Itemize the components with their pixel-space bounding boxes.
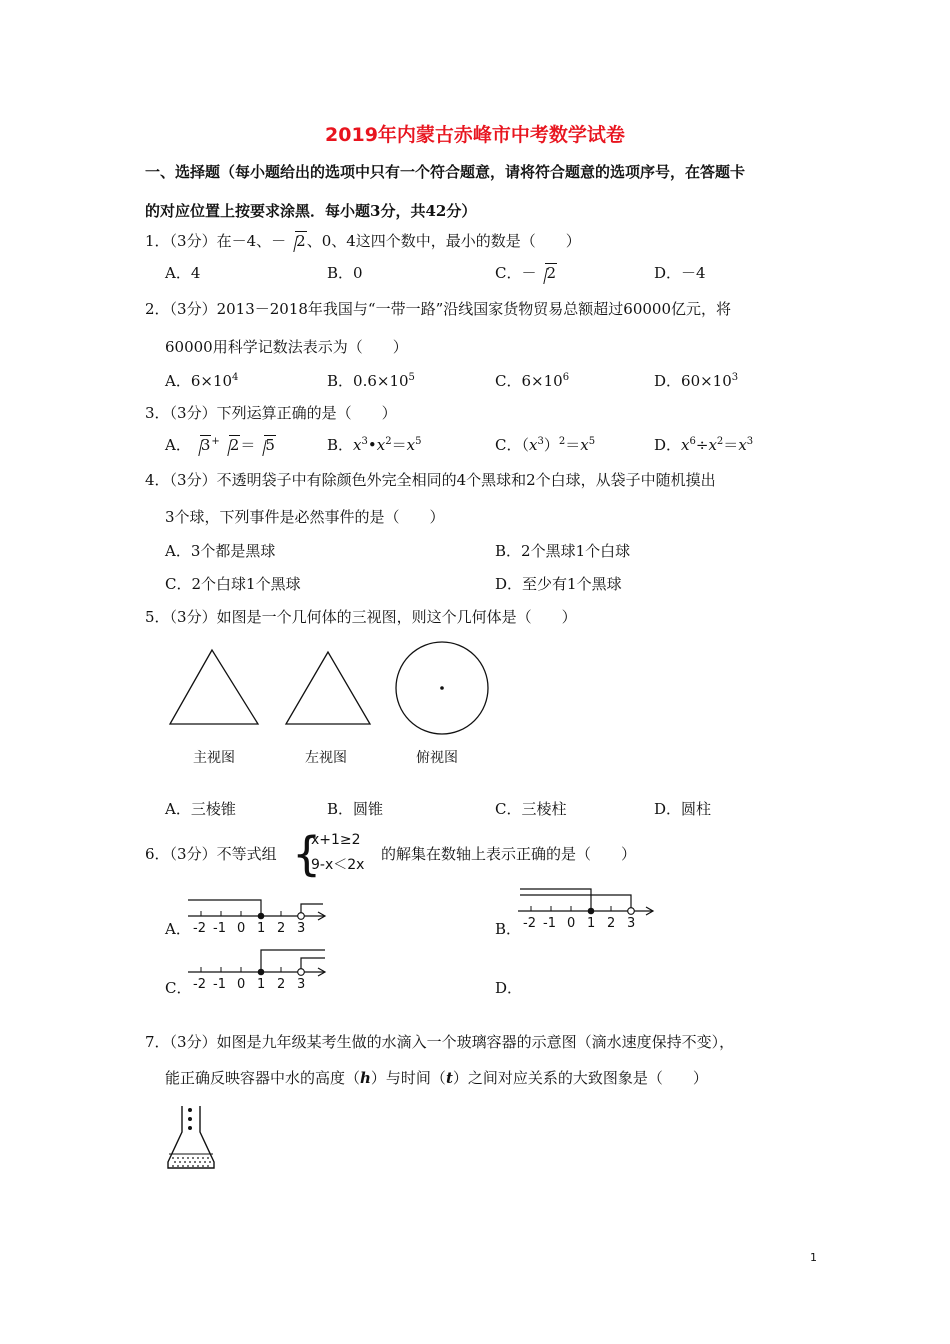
q5-option-a[interactable]: A．三棱锥 [165,800,236,818]
question-7-line2: 能正确反映容器中水的高度（h）与时间（t）之间对应关系的大致图象是（ ） [165,1069,708,1087]
q4-option-c[interactable]: C．2个白球1个黑球 [165,575,301,593]
q2-option-b[interactable]: B．$0.6\times 10^5$ [327,372,415,390]
question-4-line1: 4．（3分）不透明袋子中有除颜色外完全相同的4个黑球和2个白球，从袋子中随机摸出 [145,471,716,489]
q1-option-c[interactable]: C．－ 2 [495,264,557,282]
q2-option-a[interactable]: A．$6\times 10^4$ [165,372,239,390]
water-drop [188,1108,192,1112]
q5-option-b[interactable]: B．圆锥 [327,800,384,818]
question-6-post: 的解集在数轴上表示正确的是（ ） [381,845,637,863]
q1-option-a[interactable]: A．4 [165,264,201,282]
three-views-figure [160,640,510,740]
side-view-label: 左视图 [305,750,347,766]
top-view-center-dot [440,686,444,690]
question-6-pre: 6．（3分）不等式组 [145,845,277,863]
question-7-line1: 7．（3分）如图是九年级某考生做的水滴入一个玻璃容器的示意图（滴水速度保持不变）， [145,1033,735,1051]
inequality-2: 9-x＜2x [311,857,365,873]
water-drop [188,1126,192,1130]
q4-option-d[interactable]: D．至少有1个黑球 [495,575,622,593]
question-2-line1: 2．（3分）2013－2018年我国与“一带一路”沿线国家货物贸易总额超过60000亿元，将 [145,300,731,318]
question-4-line2: 3个球，下列事件是必然事件的是（ ） [165,508,445,526]
sqrt-symbol: 2 [536,266,557,281]
page-number: 1 [810,1251,817,1264]
q5-option-c[interactable]: C．三棱柱 [495,800,567,818]
page-title: 2019年内蒙古赤峰市中考数学试卷 [325,124,625,146]
q1-option-d[interactable]: D．－4 [654,264,706,282]
sqrt-symbol: 5 [255,438,276,453]
system-brace: { [292,827,322,881]
water-drop [188,1117,192,1121]
front-view-label: 主视图 [193,750,235,766]
q1-option-b[interactable]: B．0 [327,264,363,282]
q6-option-d-label[interactable]: D． [495,979,523,997]
front-view-triangle [170,650,258,724]
question-2-line2: 60000用科学记数法表示为（ ） [165,338,408,356]
sqrt-symbol: 3 [191,438,212,453]
question-1-stem: 1．（3分）在－4、－ 2、0、4这四个数中，最小的数是（ ） [145,232,581,250]
question-3-stem: 3．（3分）下列运算正确的是（ ） [145,404,397,422]
section-header-line2: 的对应位置上按要求涂黑．每小题3分，共42分） [145,202,477,220]
q4-option-b[interactable]: B．2个黑球1个白球 [495,542,631,560]
q5-option-d[interactable]: D．圆柱 [654,800,712,818]
sqrt-symbol: 2 [286,234,307,249]
q3-option-d[interactable]: D．$x^6\div x^2=x^3$ [654,436,754,454]
top-view-label: 俯视图 [416,750,458,766]
q3-option-b[interactable]: B．$x^3•x^2=x^5$ [327,436,422,454]
sqrt-symbol: 2 [220,438,241,453]
question-5-stem: 5．（3分）如图是一个几何体的三视图，则这个几何体是（ ） [145,608,577,626]
inequality-1: x+1≥2 [311,832,361,848]
q6-option-b-number-line[interactable] [515,885,660,917]
q6-option-a-number-line[interactable] [185,892,330,922]
section-header-line1: 一、选择题（每小题给出的选项中只有一个符合题意，请将符合题意的选项序号，在答题卡 [145,163,746,181]
q3-option-c[interactable]: C．$(x^3)^2=x^5$ [495,436,596,454]
q6-option-a-label[interactable]: A． [165,920,191,938]
q6-option-c-label[interactable]: C． [165,979,192,997]
q2-option-c[interactable]: C．$6\times 10^6$ [495,372,570,390]
q3-option-a[interactable]: A． 3+ 2＝ 5 [165,436,275,454]
side-view-triangle [286,652,370,724]
q2-option-d[interactable]: D．$60\times 10^3$ [654,372,739,390]
q6-option-c-number-line[interactable] [185,946,330,978]
glass-container-figure [162,1100,220,1172]
q4-option-a[interactable]: A．3个都是黑球 [165,542,276,560]
q6-option-b-label[interactable]: B． [495,920,522,938]
